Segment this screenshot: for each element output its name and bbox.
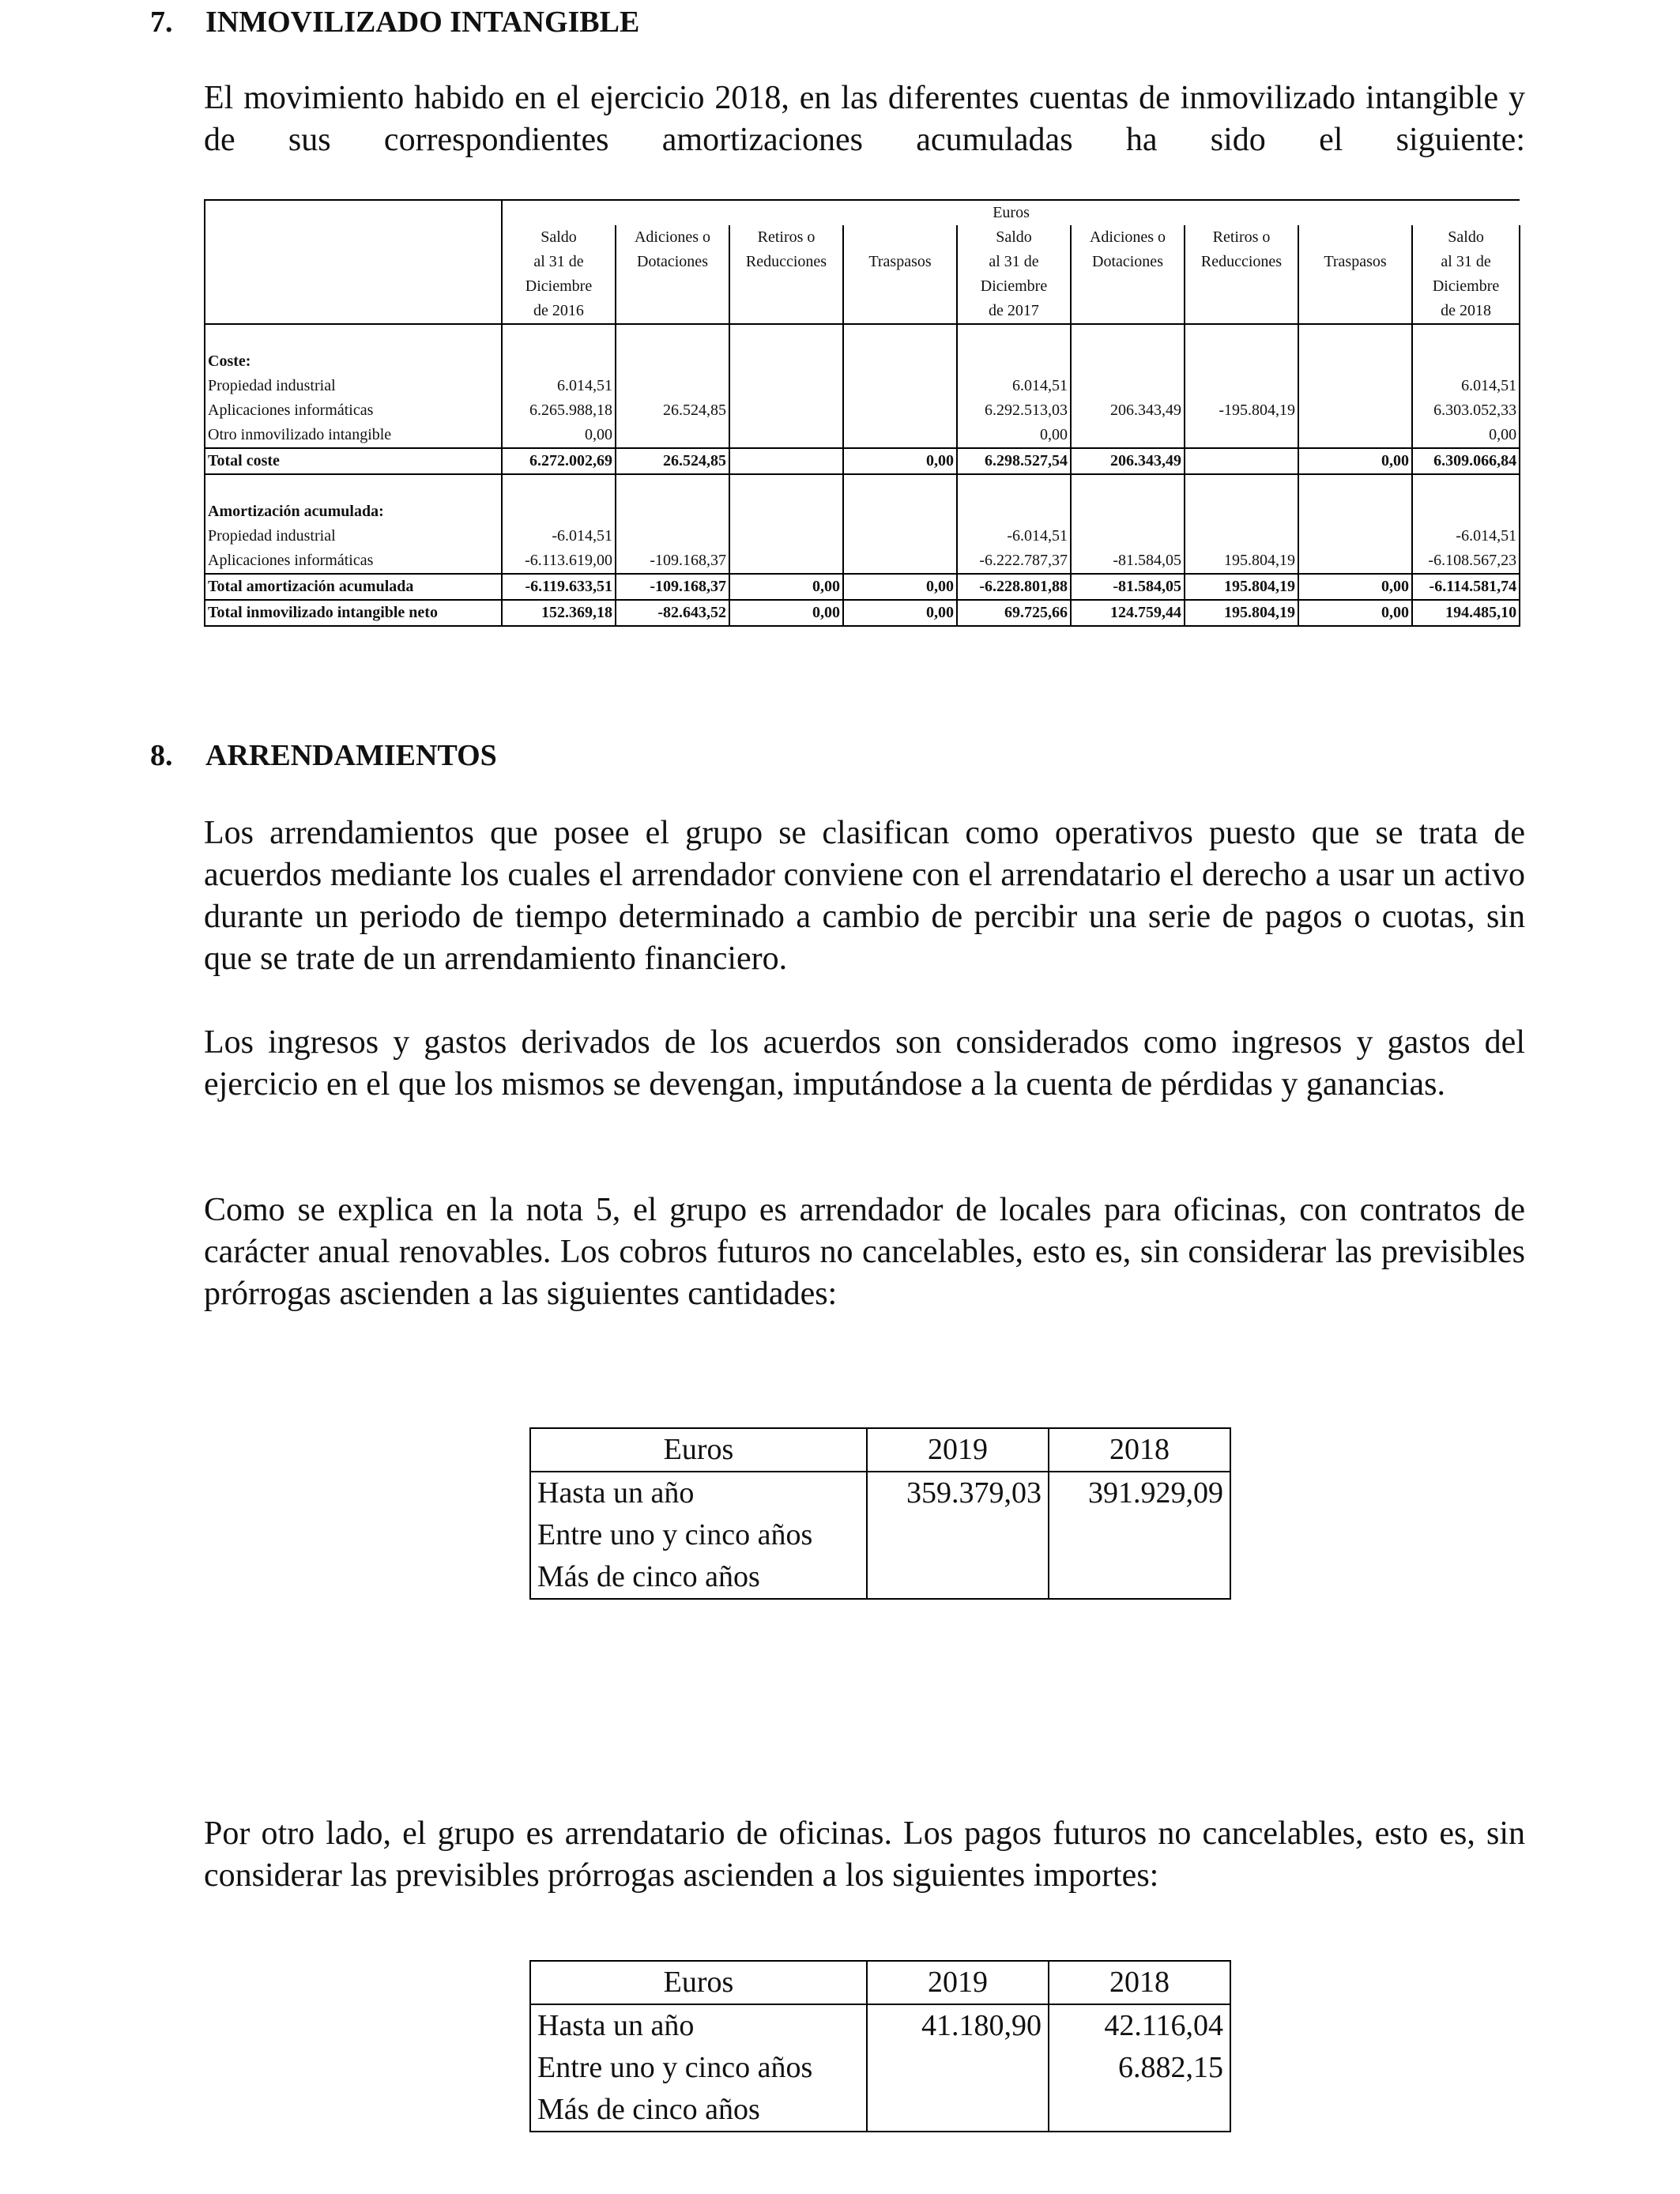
cell: 6.298.527,54 [957,448,1071,474]
row-label: Propiedad industrial [205,524,502,548]
hdr-saldo2016-2: al 31 de [502,250,616,274]
hdr-saldo2018-3: Diciembre [1412,274,1520,299]
cell: 0,00 [957,423,1071,448]
cell [1049,1556,1230,1599]
cell [867,1556,1049,1599]
table-header-cell: 2018 [1049,1428,1230,1472]
row-label: Total amortización acumulada [205,574,502,600]
cell [843,374,957,398]
cell [843,548,957,574]
hdr-saldo2017-2: al 31 de [957,250,1071,274]
row-label: Aplicaciones informáticas [205,398,502,423]
cell: -109.168,37 [616,574,729,600]
section-8-paragraph-1: Los arrendamientos que posee el grupo se clasifican como operativos puesto que se trata de acuerdos mediante los cuales el arrendador conviene con el arrendatario el derecho a usar un activo durante un periodo de tiempo determinado a cambio de percibir una serie de pagos o cuotas, sin que se trate de un arrendamiento financiero. [204,815,1525,977]
cell [1185,423,1298,448]
hdr-saldo2016-1: Saldo [502,225,616,250]
row-label: Más de cinco años [530,2089,867,2132]
cell: -6.014,51 [1412,524,1520,548]
table-header-cell: 2019 [867,1961,1049,2004]
table-header-cell: 2018 [1049,1961,1230,2004]
cell: 6.014,51 [957,374,1071,398]
table-row [205,524,1520,548]
section-7-number: 7. [150,6,173,39]
cell: 391.929,09 [1049,1472,1230,1514]
hdr-saldo2017-1: Saldo [957,225,1071,250]
cell: -6.014,51 [502,524,616,548]
cell: -195.804,19 [1185,398,1298,423]
row-label: Hasta un año [530,1472,867,1514]
cell [867,1514,1049,1556]
hdr-adiciones2-2: Dotaciones [1071,250,1185,274]
table-currency: Euros [502,200,1520,225]
cell: 0,00 [729,600,843,626]
cell: 6.014,51 [1412,374,1520,398]
cell [1298,548,1412,574]
cell: 6.272.002,69 [502,448,616,474]
row-label: Propiedad industrial [205,374,502,398]
table-row [530,2004,1230,2047]
cell [616,374,729,398]
cell: 42.116,04 [1049,2004,1230,2047]
row-label: Otro inmovilizado intangible [205,423,502,448]
cell: 206.343,49 [1071,398,1185,423]
row-label: Total coste [205,448,502,474]
cell [1298,374,1412,398]
cell: 0,00 [502,423,616,448]
cell [729,548,843,574]
section-7-title: INMOVILIZADO INTANGIBLE [205,6,640,39]
cell: 194.485,10 [1412,600,1520,626]
cell: -6.014,51 [957,524,1071,548]
cell [843,423,957,448]
cell: -81.584,05 [1071,574,1185,600]
section-8-title: ARRENDAMIENTOS [205,739,497,772]
table-header-cell: Euros [530,1428,867,1472]
hdr-saldo2018-2: al 31 de [1412,250,1520,274]
cell: -109.168,37 [616,548,729,574]
cell [1049,1514,1230,1556]
section-7-heading [150,5,639,40]
cell: 0,00 [843,600,957,626]
table-header-cell: Euros [530,1961,867,2004]
table-row [205,423,1520,448]
hdr-adiciones2-1: Adiciones o [1071,225,1185,250]
cell: 359.379,03 [867,1472,1049,1514]
section-8-paragraph-4: Por otro lado, el grupo es arrendatario de oficinas. Los pagos futuros no cancelables, esto es, sin considerar las previsibles prórrogas ascienden a los siguientes importes: [204,1815,1525,1894]
section-7-intro: El movimiento habido en el ejercicio 2018, en las diferentes cuentas de inmovilizado intangible y de sus correspondientes amortizaciones acumuladas ha sido el siguiente: [204,80,1525,158]
table-row [530,1514,1230,1556]
pagos-futuros-table [529,1960,1231,2132]
hdr-saldo2016-3: Diciembre [502,274,616,299]
table-row [530,1556,1230,1599]
cell [729,374,843,398]
cell: 0,00 [1298,574,1412,600]
cell: 0,00 [1412,423,1520,448]
section-8-number: 8. [150,739,173,772]
cell: 69.725,66 [957,600,1071,626]
cell: 0,00 [1298,600,1412,626]
section-8-heading [150,738,497,773]
row-label: Total inmovilizado intangible neto [205,600,502,626]
hdr-saldo2018-4: de 2018 [1412,299,1520,324]
cell [1185,524,1298,548]
cell: 195.804,19 [1185,548,1298,574]
hdr-traspasos2: Traspasos [1298,250,1412,274]
section-8-paragraph-2: Los ingresos y gastos derivados de los acuerdos son considerados como ingresos y gastos del ejercicio en el que los mismos se devengan, imputándose a la cuenta de pérdidas y ganancias. [204,1024,1525,1103]
cell: -81.584,05 [1071,548,1185,574]
hdr-saldo2017-3: Diciembre [957,274,1071,299]
cell [1298,423,1412,448]
cell: 26.524,85 [616,398,729,423]
cell: 41.180,90 [867,2004,1049,2047]
cell: 0,00 [843,448,957,474]
cell: 0,00 [1298,448,1412,474]
cell: -82.643,52 [616,600,729,626]
cell [843,524,957,548]
cell: 195.804,19 [1185,600,1298,626]
cell: 6.882,15 [1049,2047,1230,2089]
cell [729,423,843,448]
cell [843,398,957,423]
hdr-retiros-2: Reducciones [729,250,843,274]
cell: -6.228.801,88 [957,574,1071,600]
cell [729,448,843,474]
row-label: Más de cinco años [530,1556,867,1599]
cell [1298,398,1412,423]
cell: 6.265.988,18 [502,398,616,423]
row-label: Hasta un año [530,2004,867,2047]
hdr-traspasos: Traspasos [843,250,957,274]
cell [616,524,729,548]
hdr-saldo2016-4: de 2016 [502,299,616,324]
cobros-futuros-table [529,1427,1231,1600]
cell: 152.369,18 [502,600,616,626]
hdr-retiros2-1: Retiros o [1185,225,1298,250]
cell: 0,00 [843,574,957,600]
cell [867,2047,1049,2089]
cell: 6.292.513,03 [957,398,1071,423]
cell [1049,2089,1230,2132]
table-row [530,1472,1230,1514]
cell [1298,524,1412,548]
hdr-saldo2017-4: de 2017 [957,299,1071,324]
cell [1071,524,1185,548]
cell [729,524,843,548]
cell: 124.759,44 [1071,600,1185,626]
cell [867,2089,1049,2132]
cell: -6.113.619,00 [502,548,616,574]
cell: 0,00 [729,574,843,600]
cell: 6.014,51 [502,374,616,398]
cell [729,398,843,423]
hdr-adiciones-2: Dotaciones [616,250,729,274]
intangible-movement-table [204,199,1520,627]
cell: 6.309.066,84 [1412,448,1520,474]
total-amort-row [205,574,1520,600]
cell: 6.303.052,33 [1412,398,1520,423]
hdr-saldo2018-1: Saldo [1412,225,1520,250]
hdr-adiciones-1: Adiciones o [616,225,729,250]
coste-section-title: Coste: [205,349,502,374]
cell: -6.119.633,51 [502,574,616,600]
cell [1185,374,1298,398]
total-coste-row [205,448,1520,474]
table-row [205,398,1520,423]
cell: 206.343,49 [1071,448,1185,474]
cell: -6.114.581,74 [1412,574,1520,600]
cell: 195.804,19 [1185,574,1298,600]
table-row [205,374,1520,398]
table-row [530,2089,1230,2132]
cell [1071,423,1185,448]
amort-section-title: Amortización acumulada: [205,499,502,524]
cell [1071,374,1185,398]
row-label: Entre uno y cinco años [530,1514,867,1556]
table-row [205,548,1520,574]
section-8-paragraph-3: Como se explica en la nota 5, el grupo es arrendador de locales para oficinas, con contratos de carácter anual renovables. Los cobros futuros no cancelables, esto es, sin considerar las previsibles prórrogas ascienden a las siguientes cantidades: [204,1192,1525,1312]
hdr-retiros-1: Retiros o [729,225,843,250]
row-label: Entre uno y cinco años [530,2047,867,2089]
cell: -6.108.567,23 [1412,548,1520,574]
hdr-retiros2-2: Reducciones [1185,250,1298,274]
cell: 26.524,85 [616,448,729,474]
cell [616,423,729,448]
cell [1185,448,1298,474]
cell: -6.222.787,37 [957,548,1071,574]
total-neto-row [205,600,1520,626]
table-row [530,2047,1230,2089]
row-label: Aplicaciones informáticas [205,548,502,574]
table-header-cell: 2019 [867,1428,1049,1472]
